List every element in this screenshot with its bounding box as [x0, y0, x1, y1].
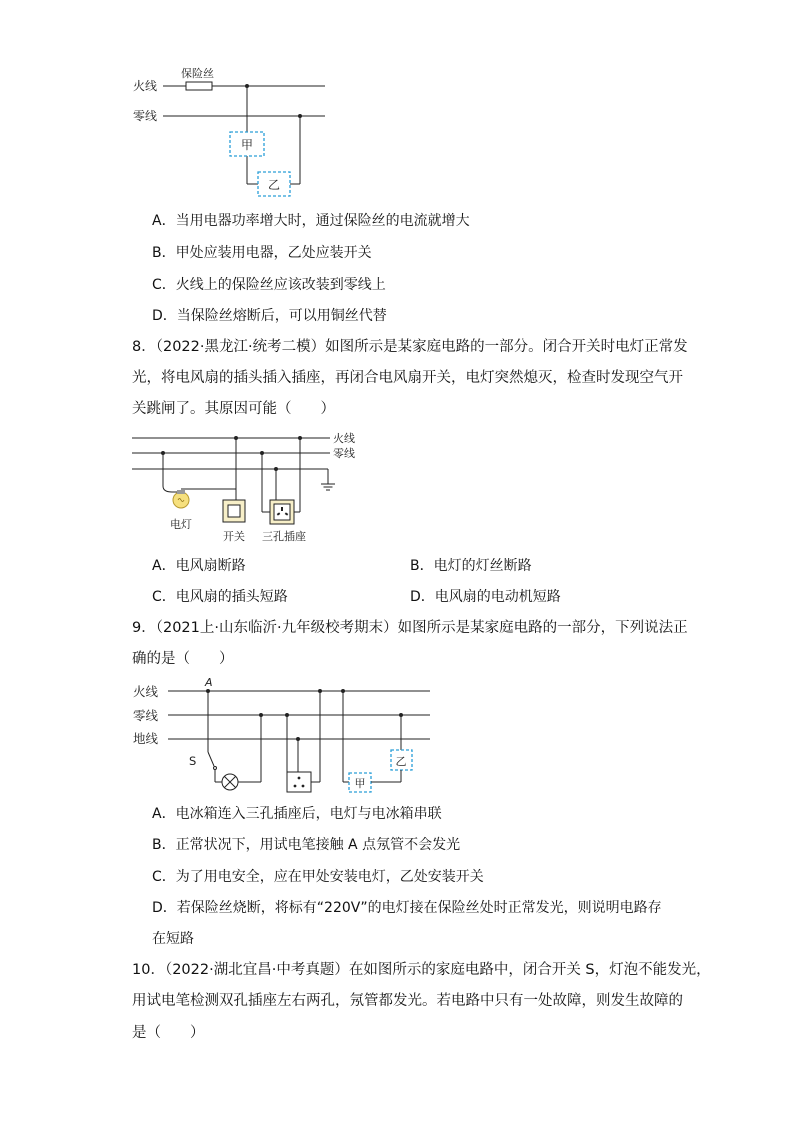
q9-live-label: 火线 [133, 684, 159, 699]
q7-neutral-wire-label: 零线 [133, 109, 158, 123]
q10-stem-line-1: 10．（2022·湖北宜昌·中考真题）在如图所示的家庭电路中，闭合开关 S，灯泡不能发光， [132, 962, 711, 978]
q10-stem-line-2: 用试电笔检测双孔插座左右两孔，氖管都发光。若电路中只有一处故障，则发生故障的 [132, 993, 683, 1009]
q9-switch-label: S [189, 754, 197, 768]
q8-option-a: A．电风扇断路 [152, 558, 246, 574]
q7-option-a: A．当用电器功率增大时，通过保险丝的电流就增大 [152, 213, 470, 229]
svg-text:甲: 甲 [240, 138, 254, 152]
q8-stem-line-2: 光，将电风扇的插头插入插座，再闭合电风扇开关，电灯突然熄灭，检查时发现空气开 [132, 370, 683, 386]
q9-switch-s [208, 752, 214, 766]
q7-fuse-label: 保险丝 [181, 67, 214, 80]
q7-option-d: D．当保险丝熔断后，可以用铜丝代替 [152, 308, 387, 324]
q9-option-b: B．正常状况下，用试电笔接触 A 点氖管不会发光 [152, 837, 461, 853]
q10-stem-line-3: 是（ ） [132, 1025, 205, 1041]
svg-text:甲: 甲 [354, 777, 366, 790]
q8-live-label: 火线 [333, 432, 355, 445]
q7-live-wire-label: 火线 [133, 79, 158, 93]
q8-option-c: C．电风扇的插头短路 [152, 589, 288, 605]
q7-option-b: B．甲处应装用电器，乙处应装开关 [152, 245, 372, 261]
q8-stem-line-3: 关跳闸了。其原因可能（ ） [132, 401, 335, 417]
q8-switch-label: 开关 [223, 530, 245, 543]
svg-text:乙: 乙 [395, 755, 407, 768]
lamp-icon [222, 774, 238, 790]
svg-text:乙: 乙 [267, 178, 281, 192]
q8-stem-line-1: 8．（2022·黑龙江·统考二模）如图所示是某家庭电路的一部分。闭合开关时电灯正常发 [132, 339, 688, 355]
q8-option-b: B．电灯的灯丝断路 [410, 558, 532, 574]
q9-neutral-label: 零线 [133, 708, 159, 723]
q9-stem-line-2: 确的是（ ） [132, 651, 234, 667]
q9-option-a: A．电冰箱连入三孔插座后，电灯与电冰箱串联 [152, 806, 442, 822]
q9-stem-line-1: 9．（2021上·山东临沂·九年级校考期末）如图所示是某家庭电路的一部分，下列说法正 [132, 620, 688, 636]
q9-option-d-cont: 在短路 [152, 931, 194, 947]
q8-option-d: D．电风扇的电动机短路 [410, 589, 561, 605]
q9-option-c: C．为了用电安全，应在甲处安装电灯，乙处安装开关 [152, 869, 484, 885]
q8-lamp-label: 电灯 [170, 518, 192, 531]
q7-option-c: C．火线上的保险丝应该改装到零线上 [152, 277, 386, 293]
q9-ground-label: 地线 [133, 731, 159, 746]
q9-option-d: D．若保险丝烧断，将标有“220V”的电灯接在保险丝处时正常发光，则说明电路存 [152, 900, 662, 916]
q9-point-a-label: A [205, 676, 213, 689]
q8-socket-label: 三孔插座 [262, 530, 306, 543]
q8-neutral-label: 零线 [333, 447, 355, 460]
three-pin-socket-icon [287, 772, 311, 792]
